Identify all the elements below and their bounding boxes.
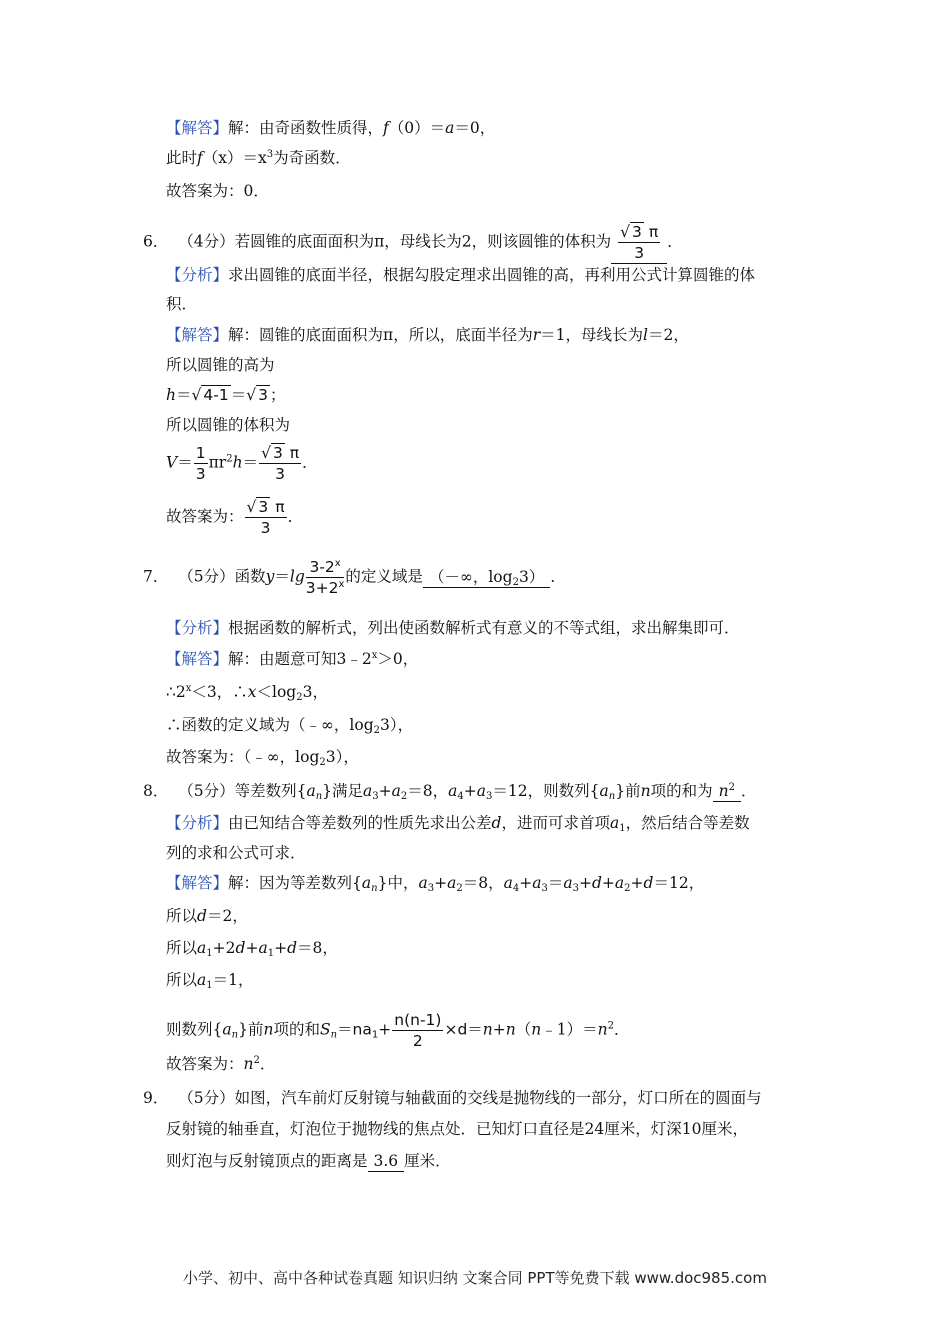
q6-volume-formula: V＝ $\frac{1}{3}$ $\pi r^2h=$ $\frac{√ 3 \pi}{3}$ ．: [166, 444, 318, 483]
q8-solution-line3: 所以$a_1+2d+a_1+d=8$，: [166, 939, 338, 959]
q8-analysis-line2: 列的求和公式可求．: [166, 844, 306, 862]
q7-analysis: 【分析】根据函数的解析式，列出使函数解析式有意义的不等式组，求出解集即可．: [166, 619, 740, 637]
q9-stem-line1: 9． （5分）如图，汽车前灯反射镜与轴截面的交线是抛物线的一部分，灯口所在的圆面与: [143, 1089, 762, 1107]
q7-solution-line1: 【解答】解：由题意可知$3﹣2^x>0$，: [166, 650, 419, 668]
q6-stem: 6． （4分）若圆锥的底面面积为π，母线长为2，则该圆锥的体积为 $\frac{√ 3 \pi}{3}$ ．: [143, 223, 683, 262]
page-footer: 小学、初中、高中各种试卷真题 知识归纳 文案合同 PPT等免费下载 www.doc985.com: [183, 1269, 767, 1287]
q8-final-answer: 故答案为：$n^2$．: [166, 1055, 276, 1073]
q9-stem-line2: 反射镜的轴垂直，灯泡位于抛物线的焦点处．已知灯口直径是24厘米，灯深10厘米，: [166, 1120, 748, 1138]
q8-solution-line2: 所以d＝2，: [166, 907, 248, 925]
q8-sum-formula: 则数列$\{a_n\}$前n项的和$S_n=na_1+$ $\frac{n(n-1)}{2}$ $\times d=n+n(n﹣1)=n^2$．: [166, 1011, 630, 1050]
q7-stem: 7． （5分）函数y＝lg $\frac{3-2^x}{3+2^x}$ 的定义域是 （－∞，$\log_23$） ．: [143, 558, 566, 597]
q5-solution-line2: 此时$f(x)=x^3$为奇函数．: [166, 149, 351, 167]
q7-answer-blank: （－∞，$\log_23$）: [423, 567, 550, 588]
q7-solution-line2: $\therefore 2^x<3$，$\therefore x<\log_23$，: [166, 683, 328, 703]
q6-final-answer: 故答案为： $\frac{√ 3 \pi}{3}$ ．: [166, 498, 304, 537]
q6-solution-line1: 【解答】解：圆锥的底面面积为π，所以，底面半径为r＝1，母线长为l＝2，: [166, 326, 689, 344]
q7-final-answer: 故答案为：（﹣∞，$\log_23$），: [166, 748, 359, 768]
q6-analysis-line1: 【分析】求出圆锥的底面半径，根据勾股定理求出圆锥的高，再利用公式计算圆锥的体: [166, 266, 756, 284]
q6-height-formula: h＝√ 4-1 ＝√ 3 ；: [166, 386, 286, 404]
q8-stem: 8． （5分）等差数列$\{a_n\}$满足$a_3+a_2=8$，$a_4+a_3=12$，则数列$\{a_n\}$前n项的和为 $n^2$ ．: [143, 782, 757, 802]
q9-answer-blank: 3.6: [368, 1151, 405, 1172]
q6-answer-blank: $\frac{√ 3 \pi}{3}$: [611, 222, 667, 264]
q6-analysis-line2: 积．: [166, 295, 198, 313]
q8-solution-line4: 所以$a_1=1$，: [166, 971, 254, 991]
q8-answer-blank: $n^2$: [713, 781, 741, 802]
q6-solution-line2: 所以圆锥的高为: [166, 356, 275, 374]
q8-solution-line1: 【解答】解：因为等差数列$\{a_n\}$中，$a_3+a_2=8$，$a_4+a_3=a_3+d+a_2+d=12$，: [166, 874, 705, 894]
q7-solution-line3: ∴函数的定义域为（﹣∞，$\log_23$），: [166, 716, 414, 736]
q5-solution-line1: 【解答】解：由奇函数性质得，f（0）＝a＝0，: [166, 119, 496, 137]
q5-final-answer: 故答案为：0．: [166, 182, 269, 200]
q6-solution-line4: 所以圆锥的体积为: [166, 416, 291, 434]
solution-tag: 【解答】: [166, 119, 229, 137]
q9-stem-line3: 则灯泡与反射镜顶点的距离是 3.6 厘米．: [166, 1152, 451, 1170]
q8-analysis-line1: 【分析】由已知结合等差数列的性质先求出公差d，进而可求首项$a_1$，然后结合等差数: [166, 814, 750, 834]
